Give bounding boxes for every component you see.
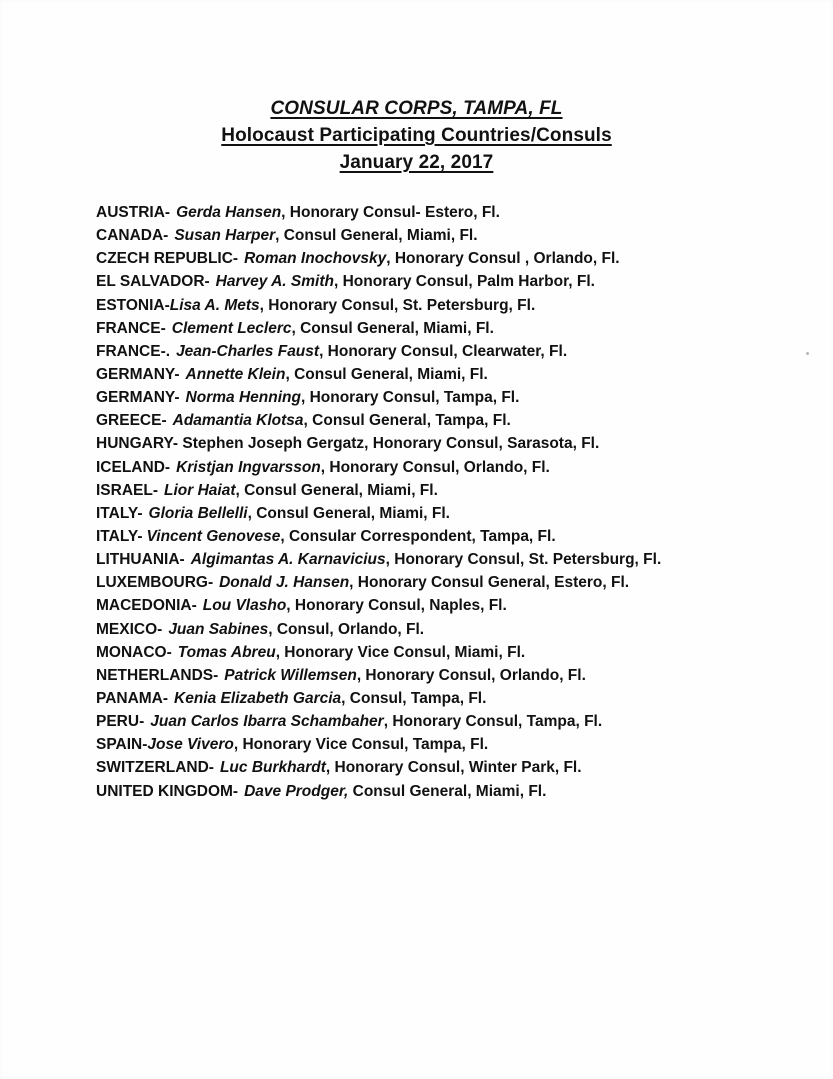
consul-entry — [96, 432, 796, 455]
consul-name: Roman Inochovsky — [244, 250, 387, 268]
country-label: CZECH REPUBLIC- — [96, 250, 239, 268]
consul-name: Lior Haiat — [164, 481, 236, 499]
consul-entry — [96, 641, 796, 664]
consul-name: Norma Henning — [185, 389, 301, 407]
consul-detail: , Consul General, Tampa, Fl. — [303, 412, 511, 430]
country-label: AUSTRIA- — [96, 204, 171, 221]
country-label: MONACO- — [96, 643, 172, 661]
consul-name: Dave Prodger, — [244, 782, 349, 800]
consul-detail: , Consul, Orlando, Fl. — [268, 620, 425, 638]
consul-entry — [96, 294, 796, 317]
consul-name: Jose Vivero — [147, 736, 234, 754]
consul-entry — [96, 780, 796, 803]
consul-name: Luc Burkhardt — [219, 759, 326, 777]
consul-detail: Consul General, Miami, Fl. — [348, 782, 547, 800]
consul-detail: , Honorary Consul, St. Petersburg, Fl. — [385, 551, 662, 569]
country-label: GERMANY- — [96, 389, 180, 407]
consul-detail: , Consul General, Miami, Fl. — [235, 481, 438, 499]
consul-name: Donald J. Hansen — [219, 574, 350, 592]
consul-entry — [96, 247, 796, 270]
consul-detail: , Honorary Vice Consul, Tampa, Fl. — [233, 736, 489, 754]
country-label: UNITED KINGDOM- — [96, 782, 239, 800]
consul-name: Clement Leclerc — [171, 319, 292, 337]
consul-name: Jean-Charles Faust — [176, 342, 320, 360]
consul-detail: , Honorary Vice Consul, Miami, Fl. — [275, 643, 526, 661]
country-label: LUXEMBOURG- — [96, 574, 214, 592]
consul-name: Juan Sabines — [168, 620, 269, 638]
consul-name: Annette Klein — [185, 365, 286, 383]
consul-detail: , Honorary Consul, Naples, Fl. — [286, 597, 507, 615]
country-label: ITALY- — [96, 527, 143, 545]
country-label: SPAIN- — [96, 736, 148, 754]
country-label: FRANCE- — [96, 319, 166, 337]
consul-entry — [96, 317, 796, 340]
consul-entry — [96, 363, 796, 386]
consul-entry — [96, 224, 796, 247]
consul-detail: , Honorary Consul, Tampa, Fl. — [383, 713, 603, 731]
consul-name: Harvey A. Smith — [215, 273, 334, 291]
consul-entry — [96, 386, 796, 409]
country-label: PANAMA- — [96, 689, 169, 707]
consul-entry — [96, 733, 796, 756]
consul-entry — [96, 687, 796, 710]
consul-name: Tomas Abreu — [177, 643, 276, 661]
consul-entry — [96, 409, 796, 432]
country-label: PERU- — [96, 713, 145, 731]
country-label: SWITZERLAND- — [96, 759, 214, 777]
consul-detail: , Honorary Consul General, Estero, Fl. — [349, 574, 630, 592]
country-label: ESTONIA- — [96, 296, 170, 314]
consul-name: Gerda Hansen — [176, 204, 282, 221]
consul-detail: , Consul, Tampa, Fl. — [341, 689, 487, 707]
consul-detail: , Consular Correspondent, Tampa, Fl. — [280, 527, 556, 545]
consul-list — [96, 201, 796, 803]
consul-entry — [96, 479, 796, 502]
consul-entry — [96, 456, 796, 479]
consul-detail: , Honorary Consul, St. Petersburg, Fl. — [259, 296, 536, 314]
consul-detail: , Consul General, Miami, Fl. — [275, 227, 478, 245]
consul-detail: , Consul General, Miami, Fl. — [247, 504, 450, 522]
consul-entry — [96, 270, 796, 293]
consul-entry — [96, 201, 796, 224]
consul-detail: , Consul General, Miami, Fl. — [285, 365, 488, 383]
consul-entry — [96, 340, 796, 363]
consul-detail: , Honorary Consul, Palm Harbor, Fl. — [333, 273, 595, 291]
consul-detail: Stephen Joseph Gergatz, Honorary Consul, Sarasota, Fl. — [178, 435, 600, 453]
date-text: January 22, 2017 — [339, 152, 494, 173]
country-label: FRANCE-. — [96, 342, 171, 360]
consul-name: Kenia Elizabeth Garcia — [174, 689, 342, 707]
consul-name: Kristjan Ingvarsson — [176, 458, 321, 476]
consul-name: Susan Harper — [174, 227, 276, 245]
document-title — [0, 97, 833, 121]
consul-entry — [96, 618, 796, 641]
country-label: NETHERLANDS- — [96, 666, 219, 684]
consul-detail: , Honorary Consul, Orlando, Fl. — [356, 666, 586, 684]
consul-entry — [96, 502, 796, 525]
consul-detail: , Honorary Consul, Orlando, Fl. — [320, 458, 550, 476]
consul-detail: , Honorary Consul , Orlando, Fl. — [386, 250, 620, 268]
consul-entry — [96, 710, 796, 733]
country-label: GREECE- — [96, 412, 167, 430]
consul-name: Patrick Willemsen — [224, 666, 357, 684]
consul-name: Lisa A. Mets — [169, 296, 260, 314]
country-label: MEXICO- — [96, 620, 163, 638]
document-date — [0, 151, 833, 175]
country-label: GERMANY- — [96, 365, 180, 383]
consul-detail: , Honorary Consul, Winter Park, Fl. — [325, 759, 582, 777]
country-label: ICELAND- — [96, 458, 171, 476]
consul-name: Gloria Bellelli — [148, 504, 248, 522]
consul-detail: , Honorary Consul- Estero, Fl. — [281, 204, 500, 221]
consul-name: Vincent Genovese — [146, 527, 281, 545]
consul-detail: , Honorary Consul, Clearwater, Fl. — [319, 342, 568, 360]
consul-name: Juan Carlos Ibarra Schambaher — [150, 713, 384, 731]
title-text: CONSULAR CORPS, TAMPA, FL — [270, 98, 563, 119]
document-subtitle — [0, 124, 833, 148]
consul-entry — [96, 571, 796, 594]
subtitle-text: Holocaust Participating Countries/Consuls — [221, 125, 612, 146]
consul-name: Lou Vlasho — [202, 597, 287, 615]
consul-entry — [96, 548, 796, 571]
consul-name: Adamantia Klotsa — [172, 412, 304, 430]
consul-entry — [96, 756, 796, 779]
country-label: ITALY- — [96, 504, 143, 522]
consul-detail: , Honorary Consul, Tampa, Fl. — [300, 389, 520, 407]
country-label: CANADA- — [96, 227, 169, 245]
country-label: MACEDONIA- — [96, 597, 197, 615]
country-label: HUNGARY- — [96, 435, 179, 453]
country-label: ISRAEL- — [96, 481, 158, 499]
consul-name: Algimantas A. Karnavicius — [190, 551, 386, 569]
country-label: LITHUANIA- — [96, 551, 185, 569]
country-label: EL SALVADOR- — [96, 273, 210, 291]
consul-detail: , Consul General, Miami, Fl. — [291, 319, 494, 337]
scan-speck — [806, 352, 809, 355]
consul-entry — [96, 594, 796, 617]
consul-entry — [96, 525, 796, 548]
consul-entry — [96, 664, 796, 687]
